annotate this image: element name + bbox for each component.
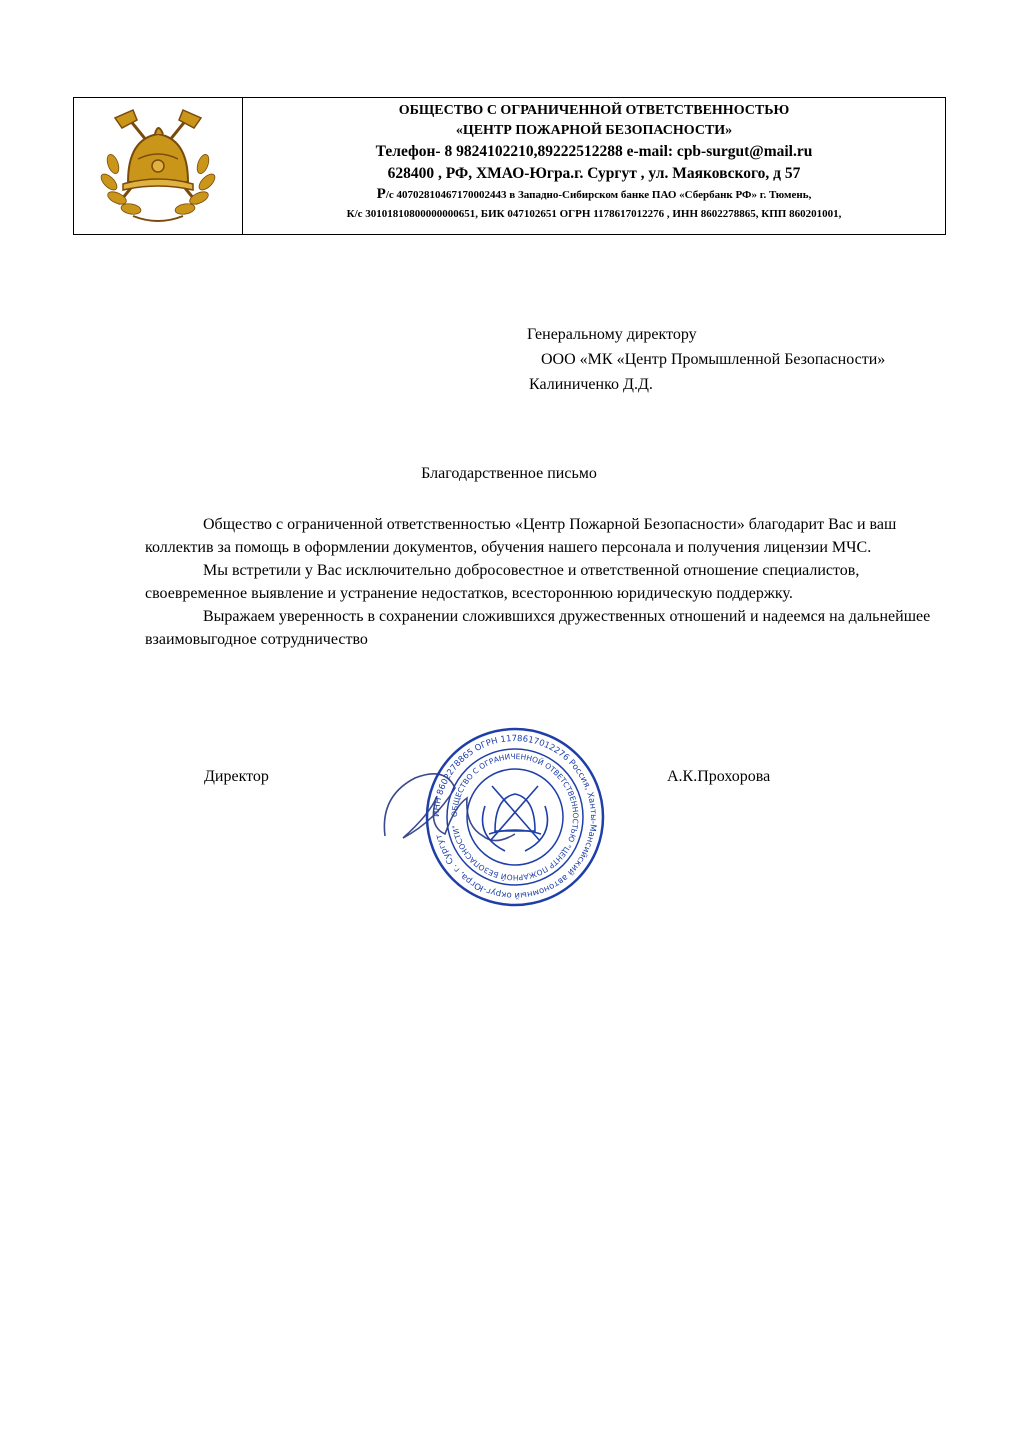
org-contacts: Телефон- 8 9824102210,89222512288 e-mail: cpb-surgut@mail.ru bbox=[375, 143, 813, 160]
fire-helmet-emblem-logo bbox=[93, 104, 223, 229]
org-requisites: К/с 30101810800000000651, БИК 047102651 ОГРН 1178617012276 , ИНН 8602278865, КПП 860201001, bbox=[346, 208, 842, 220]
svg-text:ОБЩЕСТВО С ОГРАНИЧЕННОЙ ОТВЕТС: ОБЩЕСТВО С ОГРАНИЧЕННОЙ ОТВЕТСТВЕННОСТЬЮ "ЦЕНТР ПОЖАРНОЙ БЕЗОПАСНОСТИ" bbox=[449, 751, 581, 883]
org-name-line2: «ЦЕНТР ПОЖАРНОЙ БЕЗОПАСНОСТИ» bbox=[455, 123, 733, 138]
addressee-company: ООО «МК «Центр Промышленной Безопасности» bbox=[541, 351, 886, 368]
signer-name: А.К.Прохорова bbox=[667, 768, 771, 785]
svg-text:ИНН 8602278865 ОГРН 1178617012: ИНН 8602278865 ОГРН 1178617012276 Россия, Ханты-Мансийский автономный округ-Югра, г. Сургут bbox=[431, 733, 599, 901]
signer-position: Директор bbox=[204, 768, 269, 785]
addressee-position: Генеральному директору bbox=[527, 326, 697, 343]
letterhead bbox=[73, 97, 946, 235]
body-paragraph-3: Выражаем уверенность в сохранении сложившихся дружественных отношений и надеемся на дальнейшее взаимовыгодное сотрудничество bbox=[145, 608, 931, 648]
org-name-line1: ОБЩЕСТВО С ОГРАНИЧЕННОЙ ОТВЕТСТВЕННОСТЬЮ bbox=[398, 103, 790, 118]
company-seal-stamp bbox=[375, 726, 635, 908]
body-paragraph-1: Общество с ограниченной ответственностью «Центр Пожарной Безопасности» благодарит Вас и ваш коллектив за помощь в оформлении документов, обучения нашего персонала и получения лицензии МЧС. bbox=[145, 516, 897, 556]
org-address: 628400 , РФ, ХМАО-Югра.г. Сургут , ул. Маяковского, д 57 bbox=[387, 165, 801, 182]
addressee-name: Калиниченко Д.Д. bbox=[529, 376, 653, 393]
letterhead-text bbox=[243, 98, 945, 234]
bank-account-text: /с 40702810467170002443 в Западно-Сибирском банке ПАО «Сбербанк РФ» г. Тюмень, bbox=[385, 189, 812, 201]
addressee-block bbox=[527, 322, 885, 397]
letter-title: Благодарственное письмо bbox=[421, 465, 597, 482]
logo-cell bbox=[74, 98, 243, 234]
body-paragraph-2: Мы встретили у Вас исключительно добросовестное и ответственной отношение специалистов, своевременное выявление и устранение недостатков, всестороннюю юридическую поддержку. bbox=[145, 562, 860, 602]
bank-prefix: Р bbox=[376, 186, 386, 202]
letter-body bbox=[145, 513, 945, 651]
bank-account-line bbox=[243, 185, 945, 205]
